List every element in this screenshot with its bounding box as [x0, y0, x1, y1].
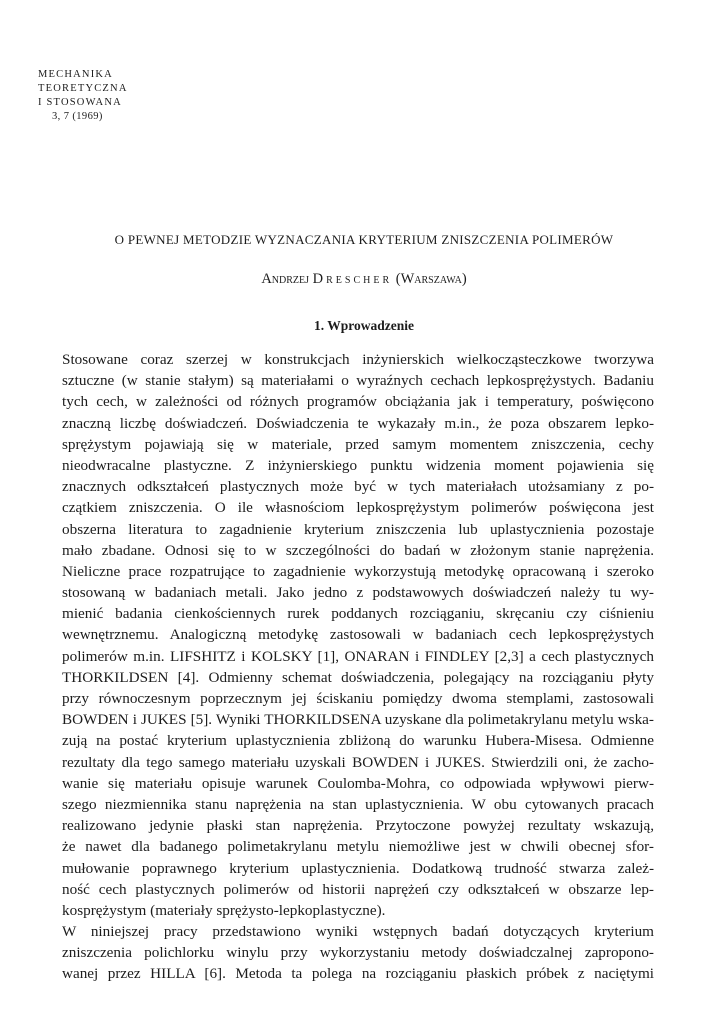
- body-line: nieodwracalne plastyczne. Z inżynierskiego punktu widzenia moment pojawienia się: [62, 456, 654, 474]
- body-line: BOWDEN i JUKES [5]. Wyniki THORKILDSENA uzyskane dla polimetakrylanu metylu wska-: [62, 711, 654, 729]
- body-line: znaczną liczbę doświadczeń. Doświadczenia te wykazały m.in., że poza obszarem lepko-: [62, 414, 654, 432]
- body-line: znacznych odkształceń plastycznych może być w tych materiałach utożsamiany z po-: [62, 478, 654, 496]
- body-line: Nieliczne prace rozpatrujące to zagadnienie wykorzystują metodykę opracowaną i szeroko: [62, 562, 654, 580]
- body-line: zniszczenia polichlorku winylu przy wykorzystaniu metody doświadczalnej zapropono-: [62, 944, 654, 962]
- body-line: szego niezmiennika stanu naprężenia na stan uplastycznienia. W obu cytowanych pracach: [62, 795, 654, 813]
- author-affiliation: (Warszawa): [395, 271, 467, 287]
- section-number: 1.: [313, 318, 325, 333]
- body-line: przy równoczesnym poprzecznym jej ściskaniu pomiędzy dwoma stemplami, zastosowali: [62, 690, 654, 707]
- body-line: czątkiem zniszczenia. O ile własnościom lepkosprężystym polimerów poświęcona jest: [62, 499, 654, 517]
- body-line: że nawet dla badanego polimetakrylanu metylu niemożliwe jest w chwili obecnej sfor-: [62, 838, 654, 856]
- body-line: kosprężystym (materiały sprężysto-lepkoplastyczne).: [62, 901, 386, 919]
- body-line: stosowaną w badaniach metali. Jako jedno z podstawowych doświadczeń należy tu wy-: [62, 584, 654, 602]
- body-line: obszerna literatura to zagadnienie kryterium zniszczenia lub uplastycznienia pozostaje: [62, 520, 654, 538]
- journal-header: [38, 68, 128, 124]
- body-line: wanej przez HILLA [6]. Metoda ta polega na rozciąganiu płaskich próbek z naciętymi: [62, 965, 654, 983]
- journal-name-line-3: I STOSOWANA: [38, 97, 122, 108]
- body-line: tych cech, w zależności od różnych programów obciążania jak i temperatury, poświęcono: [62, 393, 654, 411]
- author-last-name: Drescher: [312, 271, 393, 287]
- body-line: wewnętrznemu. Analogiczną metodykę zastosowali w badaniach cech lepkosprężystych: [62, 626, 654, 644]
- body-line: mało zbadane. Odnosi się to w szczególności do badań w złożonym stanie naprężenia.: [62, 541, 654, 559]
- body-line: polimerów m.in. LIFSHITZ i KOLSKY [1], ONARAN i FINDLEY [2,3] a cech plastycznych: [62, 647, 654, 665]
- body-line: mułowanie poprawnego kryterium uplastycznienia. Dodatkową trudność stwarza zależ-: [62, 859, 654, 877]
- journal-volume: 3, 7 (1969): [52, 111, 103, 122]
- body-line: wanie się materiału opisuje warunek Coulomba-Mohra, co odpowiada wpływowi pierw-: [62, 774, 654, 792]
- body-line: THORKILDSEN [4]. Odmienny schemat doświadczenia, polegający na rozciąganiu płyty: [62, 668, 654, 686]
- body-line: mienić badania cienkościennych rurek poddanych rozciąganiu, skręcaniu czy ciśnieniu: [62, 605, 654, 623]
- body-line: sprężystym pojawiają się w materiale, przed samym momentem zniszczenia, cechy: [62, 435, 654, 453]
- author-first-name: Andrzej: [261, 271, 310, 287]
- body-line: ność cech plastycznych polimerów od historii naprężeń czy odkształceń w obszarze lep-: [62, 880, 654, 898]
- body-line: realizowano jedynie płaski stan naprężenia. Przytoczone powyżej rezultaty wskazują,: [62, 817, 654, 835]
- section-title: Wprowadzenie: [327, 318, 414, 333]
- body-line: rezultaty dla tego samego materiału uzyskali BOWDEN i JUKES. Stwierdzili oni, że zacho-: [62, 753, 654, 771]
- journal-name-line-2: TEORETYCZNA: [38, 83, 128, 94]
- body-line: W niniejszej pracy przedstawiono wyniki wstępnych badań dotyczących kryterium: [62, 923, 654, 941]
- section-heading: [0, 318, 728, 334]
- author-line: [0, 271, 728, 288]
- paper-title: O PEWNEJ METODZIE WYZNACZANIA KRYTERIUM ZNISZCZENIA POLIMERÓW: [114, 232, 614, 247]
- journal-name-line-1: MECHANIKA: [38, 69, 113, 80]
- body-line: sztuczne (w stanie stałym) są materiałami o wyraźnych cechach lepkosprężystych. Badaniu: [62, 372, 654, 390]
- body-line: zują na postać kryterium uplastycznienia zbliżoną do warunku Hubera-Misesa. Odmienne: [62, 732, 654, 750]
- body-line: Stosowane coraz szerzej w konstrukcjach inżynierskich wielkocząsteczkowe tworzywa: [62, 351, 654, 368]
- body-text: [62, 349, 654, 985]
